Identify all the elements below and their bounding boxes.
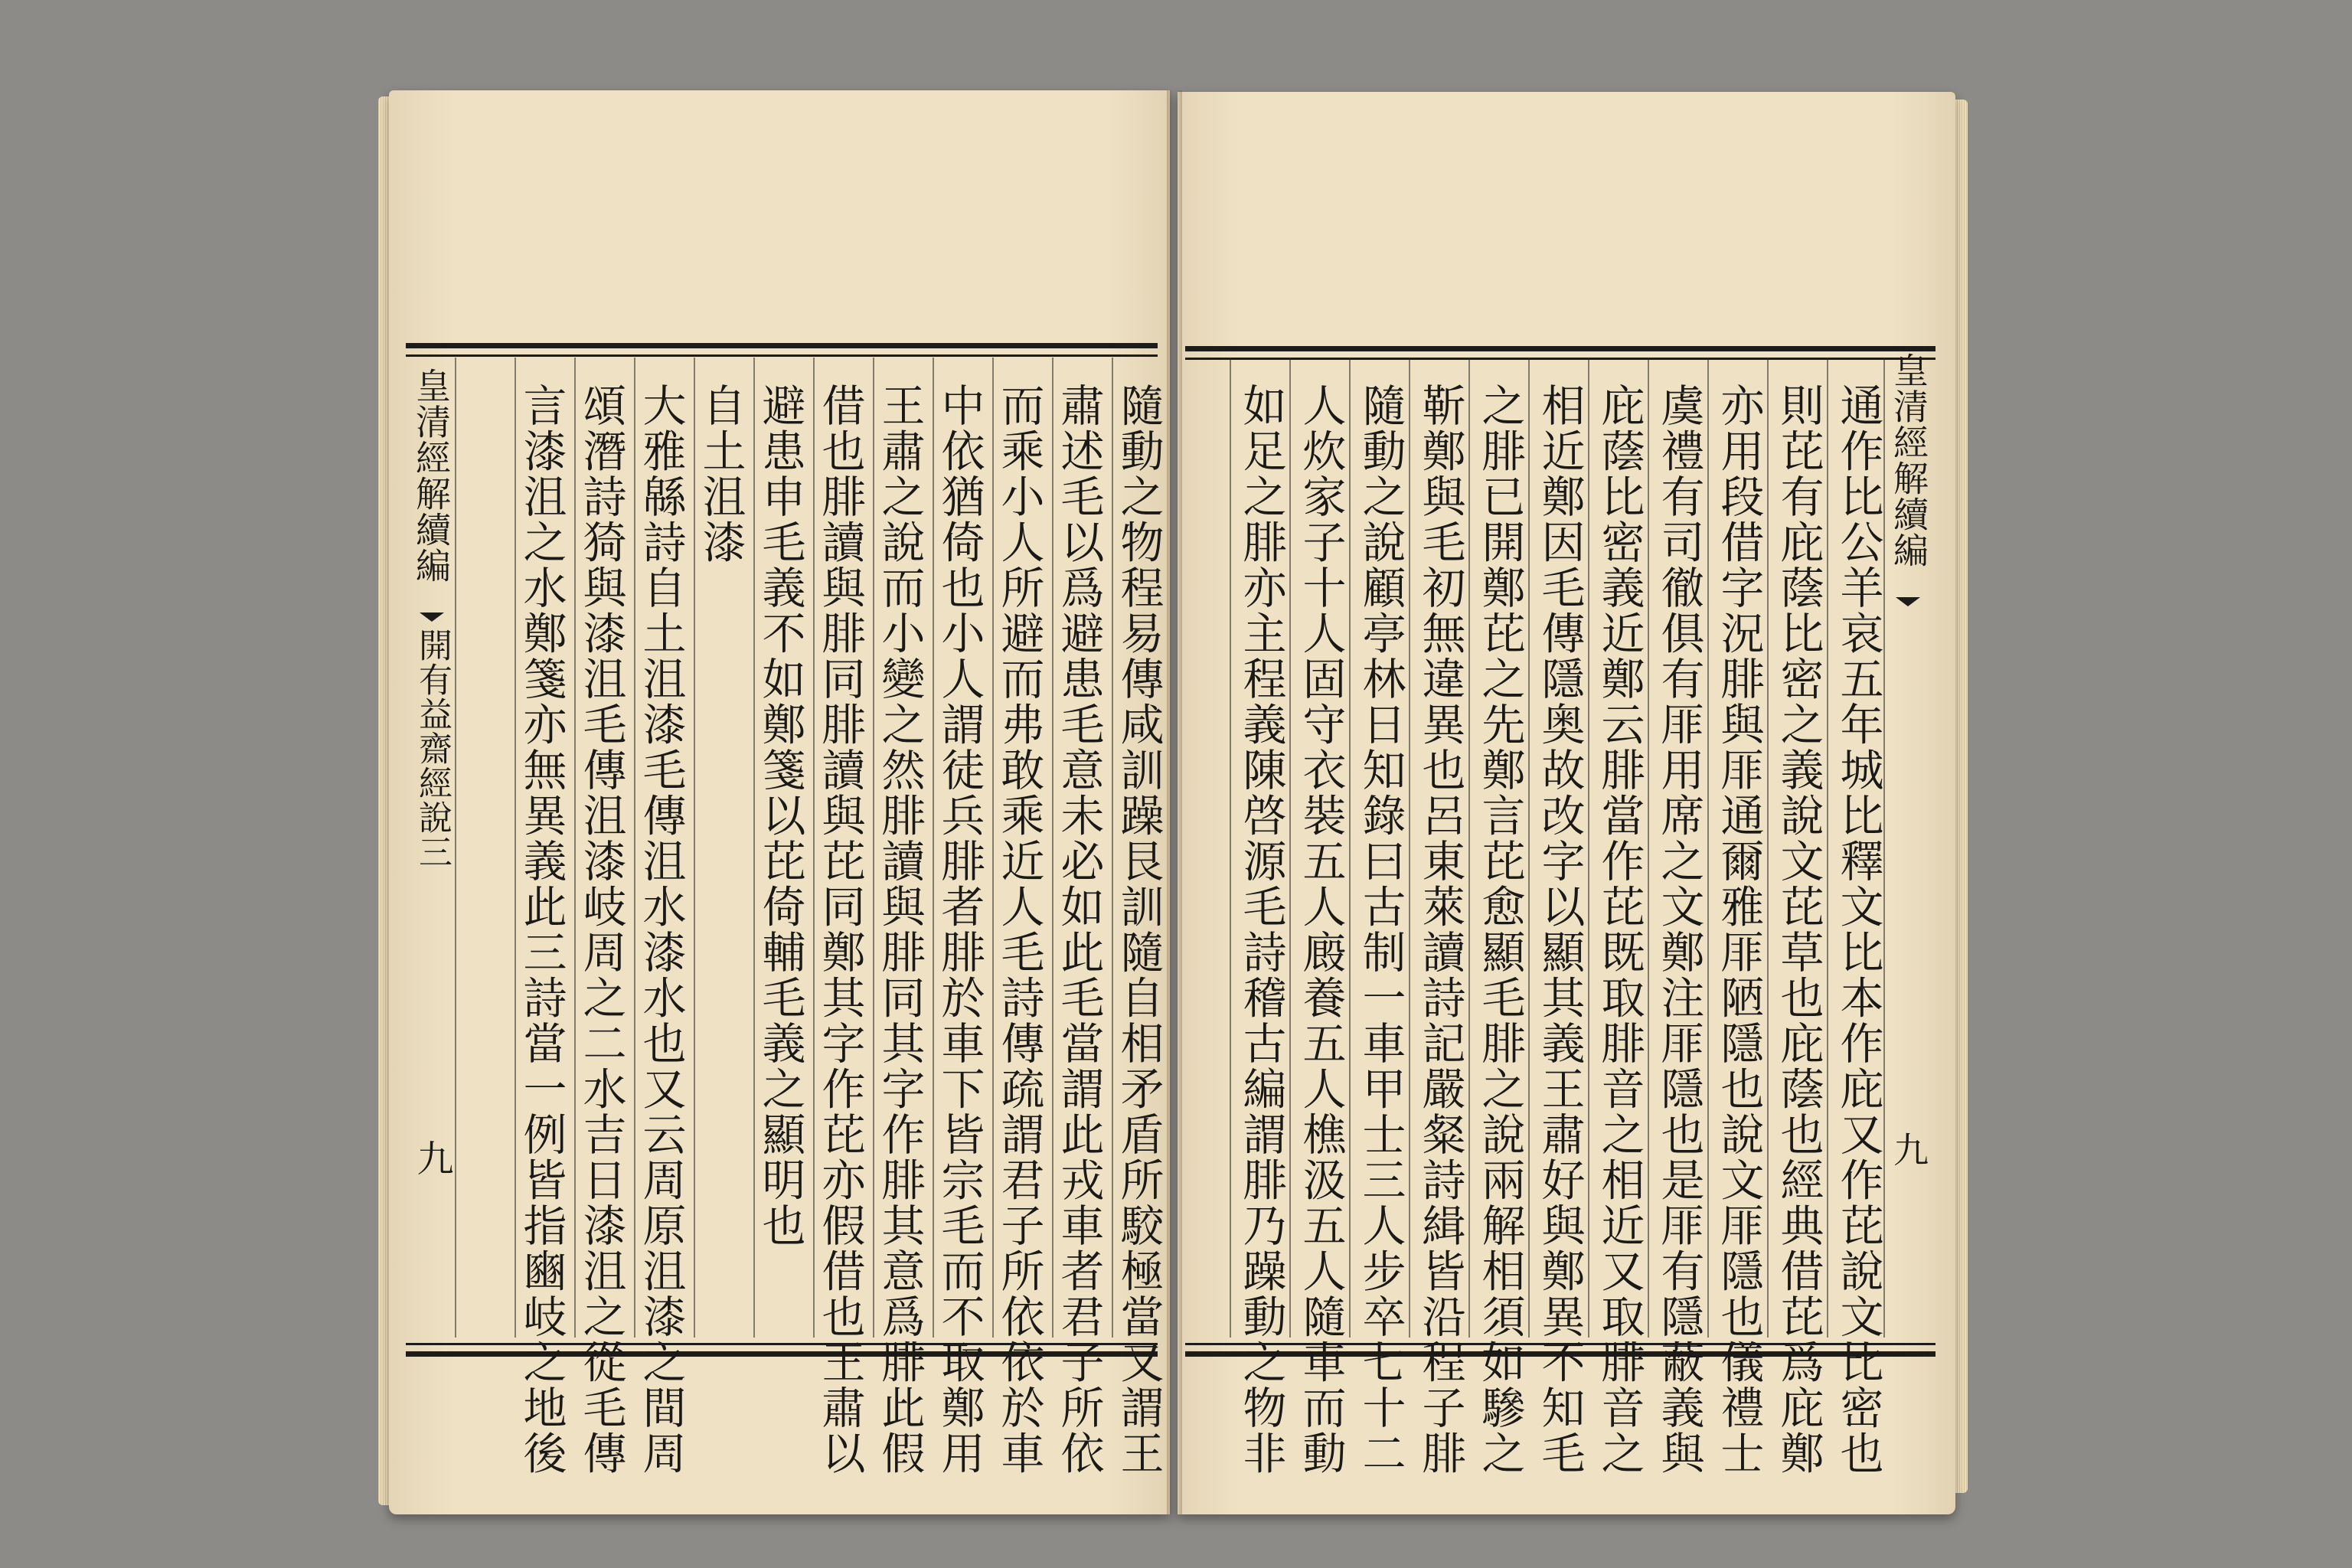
left-section-heading: 自土沮漆 xyxy=(695,383,746,565)
left-text-column: 隨動之物程易傳咸訓躁艮訓隨自相矛盾所駮極當又謂王 xyxy=(1113,383,1164,1476)
left-text-column: 中依猶倚也小人謂徒兵腓者腓於車下皆宗毛而不取鄭用 xyxy=(934,383,985,1476)
right-frame-top-line xyxy=(1185,358,1936,360)
fish-tail-mark xyxy=(1896,597,1920,605)
right-text-column: 隨動之說顧亭林日知錄曰古制一車甲士三人步卒七十二 xyxy=(1355,383,1406,1476)
fish-tail-mark xyxy=(420,612,444,620)
left-frame-top-line xyxy=(406,354,1158,357)
left-text-column: 而乘小人所避而弗敢乘近人毛詩傳疏謂君子所依依於車 xyxy=(994,383,1044,1476)
column-rule xyxy=(1827,358,1828,1338)
right-text-column: 靳鄭與毛初無違異也呂東萊讀詩記嚴粲詩緝皆沿程子腓 xyxy=(1415,383,1465,1476)
left-margin-title: 皇清經解續編 xyxy=(410,368,452,583)
right-text-column: 則芘有庇蔭比密之義說文芘草也庇蔭也經典借芘爲庇鄭 xyxy=(1773,383,1824,1476)
left-text-column: 避患申毛義不如鄭箋以芘倚輔毛義之顯明也 xyxy=(755,383,805,1249)
right-text-column: 通作比公羊哀五年城比釋文比本作庇又作芘說文比密也 xyxy=(1833,383,1883,1476)
right-text-column: 虞禮有司徹俱有厞用席之文鄭注厞隱也是厞有隱蔽義與 xyxy=(1654,383,1704,1476)
left-text-column: 借也腓讀與腓同腓讀與芘同鄭其字作芘亦假借也王肅以 xyxy=(815,383,865,1476)
right-margin-mark: 九 xyxy=(1888,1132,1929,1168)
left-text-column: 大雅緜詩自土沮漆毛傳沮水漆水也又云周原沮漆之間周 xyxy=(635,383,686,1476)
column-rule xyxy=(1528,358,1530,1338)
column-rule xyxy=(1588,358,1589,1338)
column-rule xyxy=(1230,358,1231,1338)
left-text-column: 肅述毛以爲避患毛意未必如此毛當謂此戎車者君子所依 xyxy=(1054,383,1104,1476)
right-text-column: 如足之腓亦主程義陳啓源毛詩稽古編謂腓乃躁動之物非 xyxy=(1236,383,1286,1476)
column-rule xyxy=(1409,358,1410,1338)
left-margin-source: 開有益齋經說三 xyxy=(413,628,452,869)
column-rule xyxy=(1883,358,1885,1338)
column-rule xyxy=(1767,358,1769,1338)
right-text-column: 庇蔭比密義近鄭云腓當作芘既取腓音之相近又取腓音之 xyxy=(1594,383,1645,1476)
right-text-column: 人炊家子十人固守衣裝五人廄養五人樵汲五人隨車而動 xyxy=(1295,383,1346,1476)
right-margin-title: 皇清經解續編 xyxy=(1888,352,1929,568)
column-rule xyxy=(1648,358,1649,1338)
right-text-column: 之腓已開鄭芘之先鄭言芘愈顯毛腓之說兩解相須如驂之 xyxy=(1475,383,1525,1476)
left-text-column: 言漆沮之水鄭箋亦無異義此三詩當一例皆指豳岐之地後 xyxy=(516,383,567,1476)
book-spine xyxy=(1167,90,1182,1514)
column-rule xyxy=(1289,358,1291,1338)
left-text-column: 王肅之說而小變之然腓讀與腓同其字作腓其意爲腓此假 xyxy=(874,383,925,1476)
column-rule xyxy=(455,358,456,1338)
column-rule xyxy=(1349,358,1351,1338)
right-text-column: 亦用段借字況腓與厞通爾雅厞陋隱也說文厞隱也儀禮士 xyxy=(1713,383,1764,1476)
left-text-column: 頌潛詩猗與漆沮毛傳沮漆岐周之二水吉日漆沮之從毛傳 xyxy=(576,383,626,1476)
right-text-column: 相近鄭因毛傳隱奥故改字以顯其義王肅好與鄭異不知毛 xyxy=(1534,383,1585,1476)
column-rule xyxy=(1468,358,1470,1338)
column-rule xyxy=(1707,358,1709,1338)
left-page-number: 九 xyxy=(410,1139,453,1177)
